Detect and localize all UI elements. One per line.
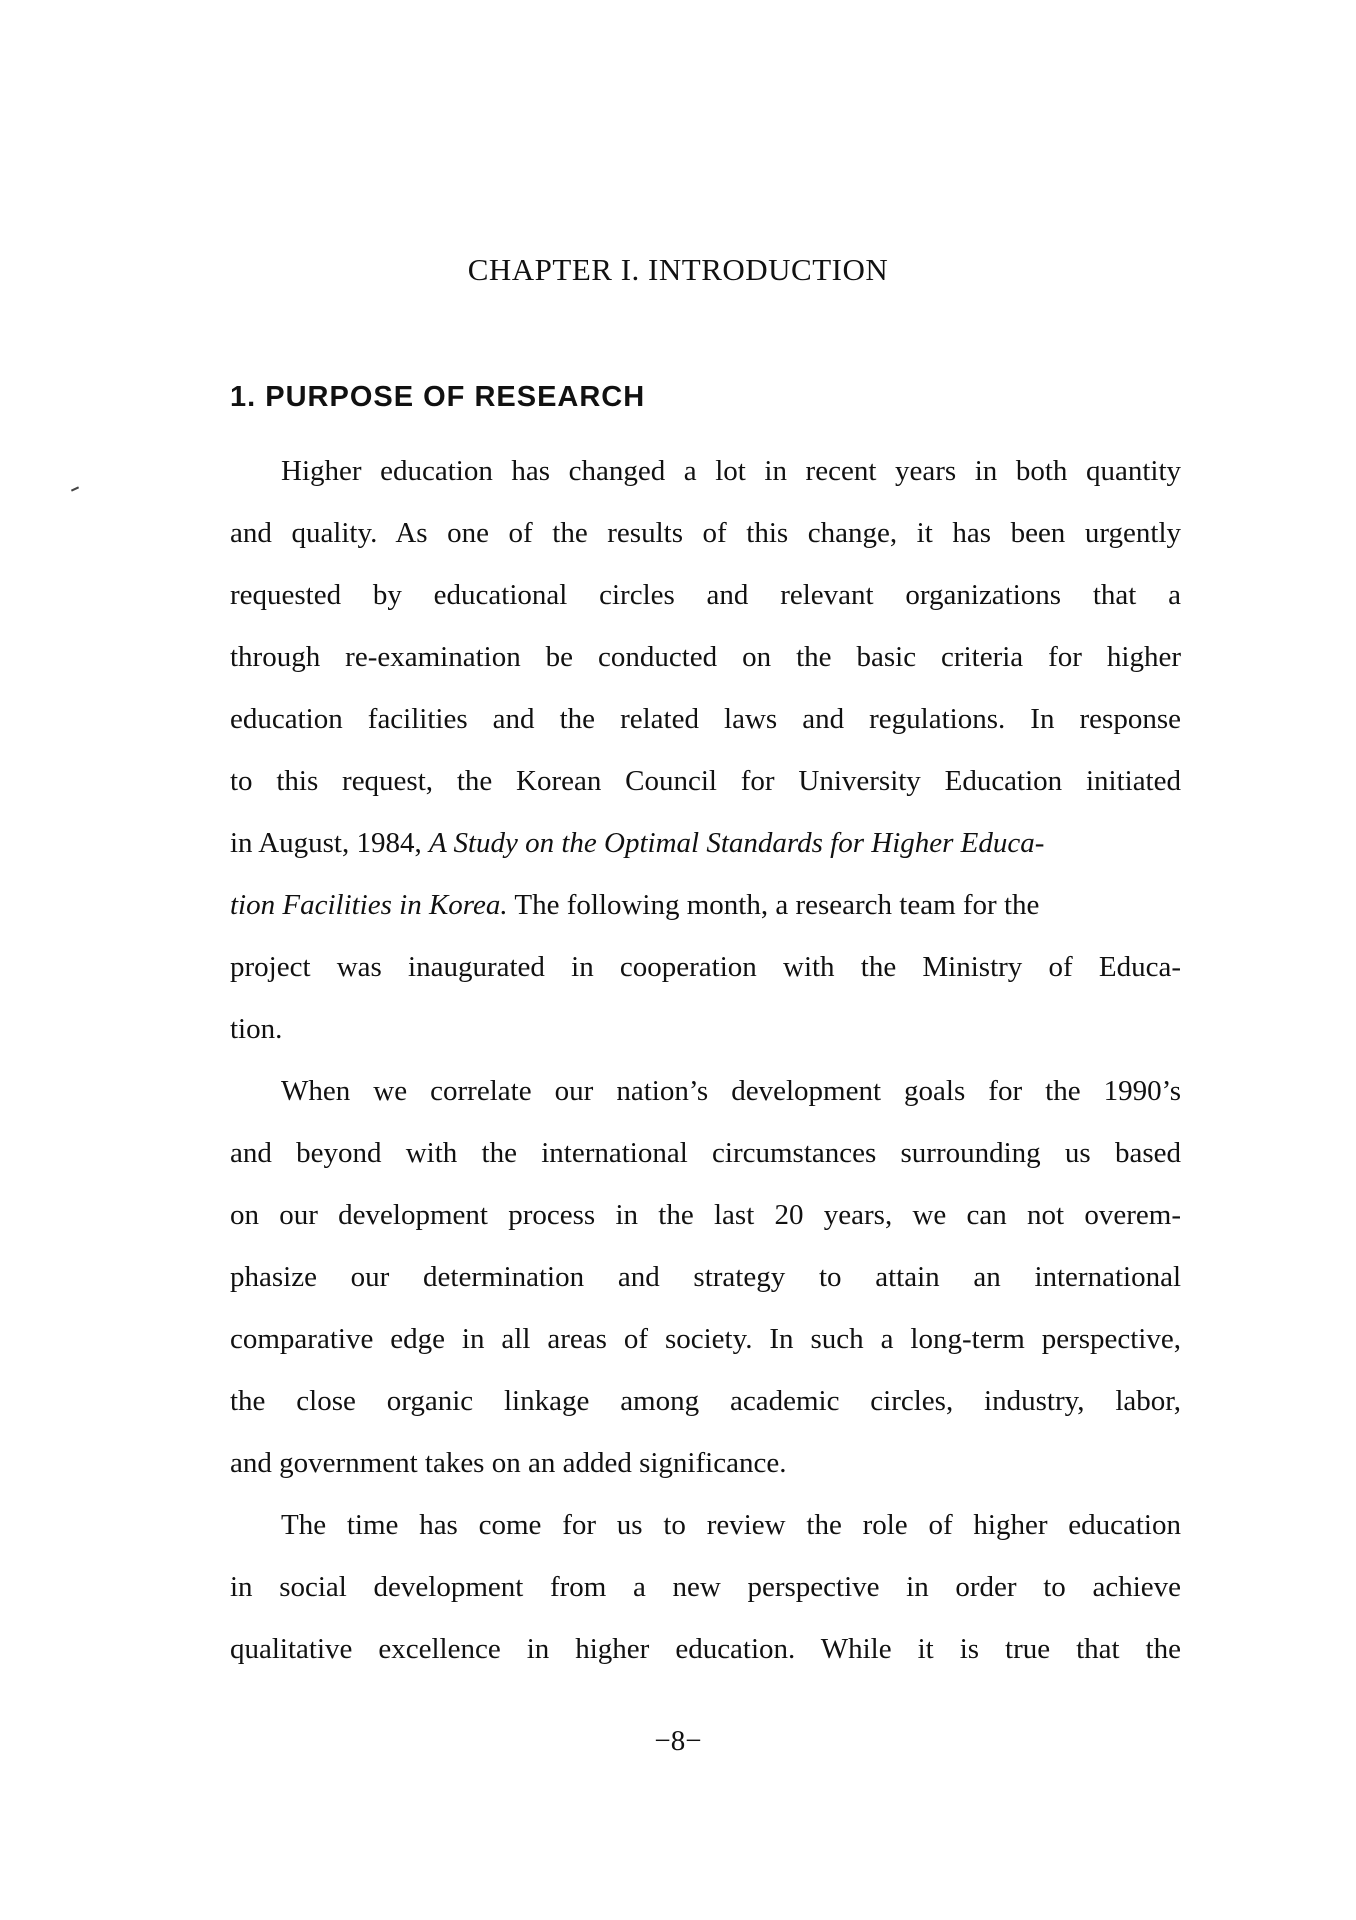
paragraph-line-text: The following month, a research team for the: [514, 889, 1040, 921]
paragraph-development-goals: [230, 1060, 1181, 1494]
paragraph-line: comparative edge in all areas of society. In such a long-term perspective,: [230, 1323, 1181, 1355]
paragraph-line: on our development process in the last 20 years, we can not overem-: [230, 1199, 1181, 1231]
paragraph-line: project was inaugurated in cooperation with the Ministry of Educa-: [230, 951, 1181, 983]
study-title-italic-continued: tion Facilities in Korea.: [230, 889, 508, 921]
paragraph-line: The time has come for us to review the role of higher education: [281, 1509, 1181, 1541]
paragraph-line: and quality. As one of the results of this change, it has been urgently: [230, 517, 1181, 549]
paragraph-line: to this request, the Korean Council for University Education initiated: [230, 765, 1181, 797]
paragraph-line: requested by educational circles and relevant organizations that a: [230, 579, 1181, 611]
page-number: −8−: [654, 1725, 702, 1757]
paragraph-line: When we correlate our nation’s development goals for the 1990’s: [281, 1075, 1181, 1107]
stray-pen-mark: [71, 486, 79, 491]
paragraph-line: tion.: [230, 1013, 283, 1045]
paragraph-purpose: [230, 440, 1181, 1060]
paragraph-line: [230, 874, 1181, 936]
paragraph-line: education facilities and the related laws and regulations. In response: [230, 703, 1181, 735]
section-heading: 1. PURPOSE OF RESEARCH: [230, 381, 646, 413]
study-title-italic: A Study on the Optimal Standards for Higher Educa-: [429, 827, 1045, 859]
paragraph-line: the close organic linkage among academic circles, industry, labor,: [230, 1385, 1181, 1417]
paragraph-role-of-higher-education: [230, 1494, 1181, 1680]
paragraph-line: through re-examination be conducted on the basic criteria for higher: [230, 641, 1181, 673]
paragraph-line: phasize our determination and strategy to attain an international: [230, 1261, 1181, 1293]
paragraph-line: [230, 812, 1181, 874]
paragraph-line: in social development from a new perspective in order to achieve: [230, 1571, 1181, 1603]
paragraph-line: Higher education has changed a lot in recent years in both quantity: [281, 455, 1181, 487]
paragraph-line: and beyond with the international circumstances surrounding us based: [230, 1137, 1181, 1169]
paragraph-line-text: in August, 1984,: [230, 827, 422, 859]
paragraph-line: qualitative excellence in higher education. While it is true that the: [230, 1633, 1181, 1665]
paragraph-line: and government takes on an added significance.: [230, 1447, 787, 1479]
chapter-title: CHAPTER I. INTRODUCTION: [467, 252, 889, 287]
